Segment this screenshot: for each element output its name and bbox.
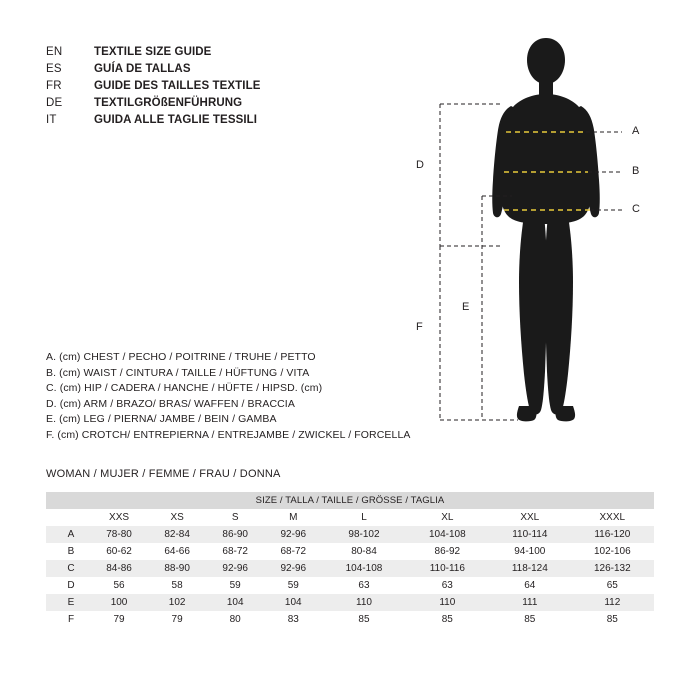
gender-label: WOMAN / MUJER / FEMME / FRAU / DONNA [46,468,281,480]
cell: 86-90 [206,526,264,543]
size-header: XS [148,509,206,526]
dimension-label-f: F [416,321,423,333]
row-label: B [46,543,90,560]
legend-item: B. (cm) WAIST / CINTURA / TAILLE / HÜFTUNG / VITA [46,366,310,379]
dimension-label-a: A [632,125,640,137]
cell: 112 [571,594,654,611]
cell: 68-72 [206,543,264,560]
cell: 102-106 [571,543,654,560]
cell: 65 [571,577,654,594]
language-title: GUIDA ALLE TAGLIE TESSILI [94,114,258,126]
size-header: XL [406,509,489,526]
cell: 100 [90,594,148,611]
title-row [46,44,261,61]
cell: 85 [489,611,571,628]
dimension-e-bracket [482,196,518,420]
cell: 84-86 [90,560,148,577]
table-header-label: SIZE / TALLA / TAILLE / GRÖSSE / TAGLIA [46,492,654,509]
row-label: E [46,594,90,611]
size-header: L [322,509,405,526]
cell: 64-66 [148,543,206,560]
dimension-label-b: B [632,165,640,177]
size-table-wrapper [46,492,654,628]
row-label: C [46,560,90,577]
cell: 85 [322,611,405,628]
cell: 83 [264,611,322,628]
cell: 80 [206,611,264,628]
cell: 56 [90,577,148,594]
cell: 102 [148,594,206,611]
legend-item: F. (cm) CROTCH/ ENTREPIERNA / ENTREJAMBE / ZWICKEL / FORCELLA [46,428,411,441]
table-row [46,577,654,594]
title-row [46,61,261,78]
cell: 110 [406,594,489,611]
cell: 110 [322,594,405,611]
size-header: XXS [90,509,148,526]
title-row [46,112,261,129]
dimension-label-e: E [462,301,470,313]
language-code: IT [46,114,57,126]
cell: 64 [489,577,571,594]
row-label: A [46,526,90,543]
row-label: F [46,611,90,628]
cell: 92-96 [264,560,322,577]
legend-item: C. (cm) HIP / CADERA / HANCHE / HÜFTE / HIPSD. (cm) [46,382,323,395]
measurement-legend [46,350,411,444]
language-code: DE [46,97,63,109]
table-corner-cell [46,509,90,526]
cell: 118-124 [489,560,571,577]
language-code: FR [46,80,62,92]
cell: 68-72 [264,543,322,560]
table-row [46,526,654,543]
cell: 78-80 [90,526,148,543]
table-size-row [46,509,654,526]
body-measurement-diagram [400,20,680,450]
dimension-d-bracket [440,104,500,246]
table-row [46,611,654,628]
dimension-label-d: D [416,159,424,171]
language-code: ES [46,63,62,75]
cell: 59 [264,577,322,594]
dimension-f-bracket [440,246,518,420]
cell: 60-62 [90,543,148,560]
cell: 104 [206,594,264,611]
cell: 79 [148,611,206,628]
cell: 92-96 [206,560,264,577]
cell: 116-120 [571,526,654,543]
legend-item: A. (cm) CHEST / PECHO / POITRINE / TRUHE / PETTO [46,351,316,363]
cell: 98-102 [322,526,405,543]
language-title: TEXTILGRÖßENFÜHRUNG [94,97,243,109]
cell: 59 [206,577,264,594]
legend-item: D. (cm) ARM / BRAZO/ BRAS/ WAFFEN / BRACCIA [46,397,295,410]
table-header-row [46,492,654,509]
language-title: GUÍA DE TALLAS [94,63,191,75]
cell: 63 [406,577,489,594]
size-header: M [264,509,322,526]
cell: 111 [489,594,571,611]
row-label: D [46,577,90,594]
legend-item: E. (cm) LEG / PIERNA/ JAMBE / BEIN / GAMBA [46,413,277,426]
title-row [46,95,261,112]
cell: 58 [148,577,206,594]
language-code: EN [46,46,63,58]
size-header: S [206,509,264,526]
figure-svg [400,20,680,450]
cell: 126-132 [571,560,654,577]
cell: 82-84 [148,526,206,543]
cell: 79 [90,611,148,628]
cell: 110-114 [489,526,571,543]
size-table [46,492,654,628]
size-header: XXXL [571,509,654,526]
title-row [46,78,261,95]
cell: 104 [264,594,322,611]
female-silhouette [492,38,600,421]
language-title: GUIDE DES TAILLES TEXTILE [94,80,261,92]
table-row [46,543,654,560]
language-title: TEXTILE SIZE GUIDE [94,46,212,58]
cell: 104-108 [406,526,489,543]
table-row [46,560,654,577]
cell: 86-92 [406,543,489,560]
table-row [46,594,654,611]
cell: 94-100 [489,543,571,560]
title-language-block [46,44,261,129]
cell: 63 [322,577,405,594]
cell: 85 [406,611,489,628]
dimension-label-c: C [632,203,640,215]
cell: 88-90 [148,560,206,577]
cell: 110-116 [406,560,489,577]
cell: 92-96 [264,526,322,543]
cell: 104-108 [322,560,405,577]
size-header: XXL [489,509,571,526]
cell: 85 [571,611,654,628]
cell: 80-84 [322,543,405,560]
